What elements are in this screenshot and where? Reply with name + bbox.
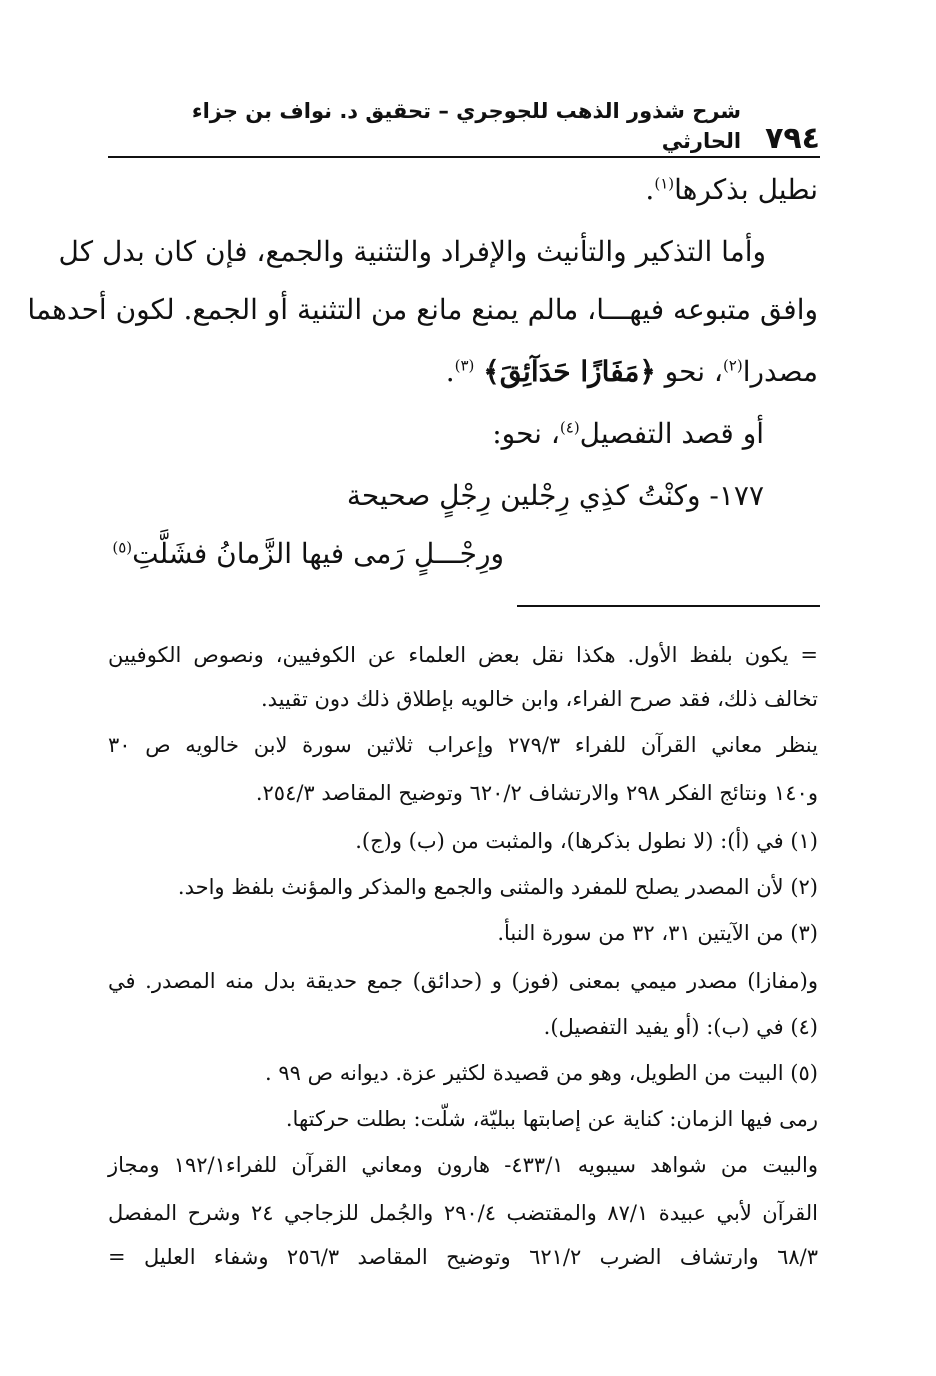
footnote-line-14 xyxy=(108,1240,818,1274)
footnote-line-6 xyxy=(178,870,818,904)
body-text: ، نحو xyxy=(655,355,723,388)
body-line-2 xyxy=(59,232,766,272)
body-text: نطيل بذكرها xyxy=(674,173,818,206)
footnote-text: (٣) من الآيتين ٣١، ٣٢ من سورة النبأ. xyxy=(497,921,818,945)
footnote-text: = يكون بلفظ الأول. هكذا نقل بعض العلماء عن الكوفيين، ونصوص الكوفيين xyxy=(108,643,818,667)
body-line-3 xyxy=(27,290,818,330)
footnote-line-3 xyxy=(108,728,818,762)
footnote-line-9 xyxy=(544,1010,818,1044)
body-punct: . xyxy=(445,355,455,388)
body-line-5 xyxy=(492,414,764,454)
footnote-line-1 xyxy=(108,638,818,672)
footnote-line-12 xyxy=(108,1148,818,1182)
footnote-line-7 xyxy=(497,916,818,950)
footnote-line-8 xyxy=(108,964,818,998)
footnote-text: القرآن لأبي عبيدة ٨٧/١ والمقتضب ٢٩٠/٤ والجُمل للزجاجي ٢٤ وشرح المفصل xyxy=(108,1201,818,1225)
footnote-text: ينظر معاني القرآن للفراء ٢٧٩/٣ وإعراب ثلاثين سورة لابن خالويه ص ٣٠ xyxy=(108,733,818,757)
footnote-line-11 xyxy=(286,1102,818,1136)
footnote-line-13 xyxy=(108,1196,818,1230)
body-punct: . xyxy=(645,173,655,206)
page-number: ٧٩٤ xyxy=(765,121,820,156)
verse-hemistich-1 xyxy=(347,476,764,516)
footnote-text: (١) في (أ): (لا نطول بذكرها)، والمثبت من (ب) و(ج). xyxy=(355,829,818,853)
quran-quote: ﴿مَفَازًا حَدَآئِقَ﴾ xyxy=(483,355,656,388)
body-text: ، نحو: xyxy=(492,417,560,450)
running-title: شرح شذور الذهب للجوجري – تحقيق د. نواف بن جزاء الحارثي xyxy=(191,99,742,153)
footnote-text: و(مفازا) مصدر ميمي بمعنى (فوز) و (حدائق) جمع حديقة بدل منه المصدر. في xyxy=(108,969,818,993)
footnote-ref: (٣) xyxy=(454,356,475,375)
footnote-line-2 xyxy=(261,682,818,716)
body-text: وأما التذكير والتأنيث والإفراد والتثنية والجمع، فإن كان بدل كل xyxy=(58,235,766,268)
footnote-line-10 xyxy=(265,1056,818,1090)
page-header xyxy=(108,99,820,156)
body-text: أو قصد التفصيل xyxy=(579,417,764,450)
verse-text: ورِجْـــلٍ رَمى فيها الزَّمانُ فشَلَّتِ xyxy=(132,537,504,570)
verse-hemistich-2 xyxy=(112,534,504,574)
footnote-separator xyxy=(517,605,820,607)
body-text: مصدرا xyxy=(742,355,818,388)
footnote-text: ٦٨/٣ وارتشاف الضرب ٦٢١/٢ وتوضيح المقاصد ٢٥٦/٣ وشفاء العليل = xyxy=(108,1245,818,1269)
footnote-ref: (١) xyxy=(654,174,675,193)
footnote-ref: (٢) xyxy=(722,356,743,375)
footnote-text: و١٤٠ ونتائج الفكر ٢٩٨ والارتشاف ٦٢٠/٢ وتوضيح المقاصد ٢٥٤/٣. xyxy=(255,781,818,805)
footnote-text: (٥) البيت من الطويل، وهو من قصيدة لكثير عزة. ديوانه ص ٩٩ . xyxy=(265,1061,818,1085)
footnote-text: والبيت من شواهد سيبويه ٤٣٣/١- هارون ومعاني القرآن للفراء١٩٢/١ ومجاز xyxy=(108,1153,818,1177)
footnote-text: (٤) في (ب): (أو يفيد التفصيل). xyxy=(543,1015,818,1039)
footnote-text: تخالف ذلك، فقد صرح الفراء، وابن خالويه بإطلاق ذلك دون تقييد. xyxy=(260,687,818,711)
footnote-text: رمى فيها الزمان: كناية عن إصابتها ببليّة، شلّت: بطلت حركتها. xyxy=(285,1107,818,1131)
body-text: وافق متبوعه فيهـــا، مالم يمنع مانع من التثنية أو الجمع. لكون أحدهما xyxy=(27,293,818,326)
body-line-4 xyxy=(446,352,818,392)
footnote-ref: (٤) xyxy=(559,418,580,437)
verse-text: ١٧٧- وكنْتُ كذِي رِجْلين رِجْلٍ صحيحة xyxy=(346,479,764,512)
footnote-text: (٢) لأن المصدر يصلح للمفرد والمثنى والجمع والمذكر والمؤنث بلفظ واحد. xyxy=(177,875,818,899)
footnote-line-5 xyxy=(355,824,818,858)
body-line-1 xyxy=(645,170,818,210)
footnote-line-4 xyxy=(256,776,818,810)
header-rule xyxy=(108,156,820,158)
footnote-ref: (٥) xyxy=(112,538,133,557)
